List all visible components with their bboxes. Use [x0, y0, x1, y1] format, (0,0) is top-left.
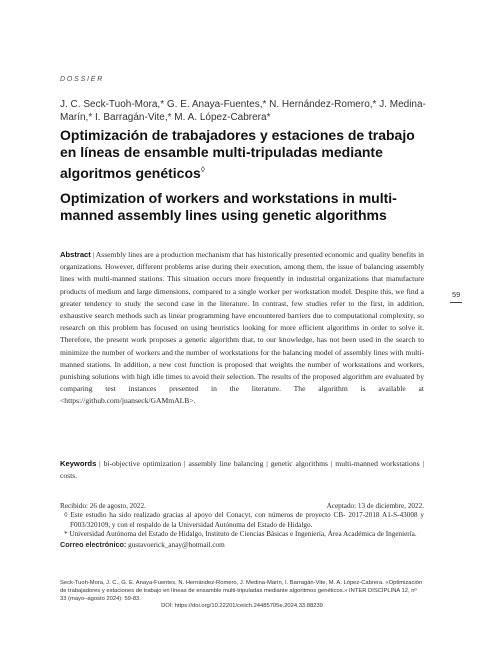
abstract-paragraph [60, 249, 424, 408]
abstract-separator: | [90, 250, 96, 259]
submission-dates [60, 502, 424, 511]
affiliation-text: Universidad Autónoma del Estado de Hidalgo, Instituto de Ciencias Básicas e Ingeniería, Área Académica de Ingeniería. [69, 530, 417, 539]
page-number: 59 [452, 290, 461, 299]
section-label: DOSSIER [60, 76, 105, 83]
affiliation-footnote [60, 530, 424, 539]
keywords-separator: | [96, 459, 104, 468]
keywords-paragraph [60, 458, 424, 482]
citation-block: Seck-Tuoh-Mora, J. C., G. E. Anaya-Fuentes, N. Hernández-Romero, J. Medina-Marín, I. Barragán-Vite, M. A. López-Cabrera. «Optimización de trabajadores y estaciones de trabajo en líneas de ensamble multi-tripuladas mediante algoritmos genéticos.» INTER DISCIPLINA 12, nº 33 (mayo–agosto 2024): 59-83. [60, 580, 423, 602]
abstract-label: Abstract [60, 250, 91, 259]
doi-link[interactable]: DOI: https://doi.org/10.22201/ceiich.24485705e.2024.33.88239 [161, 603, 323, 609]
author-list: J. C. Seck-Tuoh-Mora,* G. E. Anaya-Fuentes,* N. Hernández-Romero,* J. Medina-Marín,* I. Barragán-Vite,* M. A. López-Cabrera* [60, 99, 426, 123]
funding-text: Este estudio ha sido realizado gracias al apoyo del Conacyt, con números de proyecto CB- 2017-2018 A1-S-43008 y F003/320109, y con el respaldo de la Universidad Autónoma del Estado de Hidalgo. [70, 511, 424, 529]
email-address[interactable]: gustavoerick_anay@hotmail.com [128, 540, 225, 549]
accepted-date: Aceptado: 13 de diciembre, 2022. [326, 502, 424, 510]
funding-mark: ◊ [64, 511, 68, 520]
title-es-text: Optimización de trabajadores y estaciones de trabajo en líneas de ensamble multi-tripuladas mediante algoritmos genéticos [60, 127, 415, 181]
email-label: Correo electrónico: [60, 539, 127, 549]
keywords-label: Keywords [60, 459, 97, 468]
page-number-rule [450, 302, 462, 303]
article-title-spanish [60, 127, 420, 182]
article-title-english: Optimization of workers and workstations in multi-manned assembly lines using genetic algorithms [60, 190, 397, 223]
abstract-text: Assembly lines are a production mechanism that has historically presented economic and quality benefits in organizations. However, different problems arise during their execution, among them, the issue of balancing assembly lines with multi-manned stations. This situation occurs more frequently in industrial organizations that manufacture products of medium and large dimensions, compared to a single worker per workstation model. Despite this, we find a greater tendency to study the second case in the literature. In contrast, few studies refer to the first, in addition, exhaustive search methods such as linear programming have encountered barriers due to computational complexity, so research on this problem has focused on using heuristics looking for more efficient algorithms in order to solve it. Therefore, the present work proposes a genetic algorithm that, to our knowledge, has not been used in the search to minimize the number of workers and the number of workstations for the balancing model of assembly lines with multi-manned stations. In addition, a new cost function is proposed that weights the number of workstations and workers, punishing solutions with high idle times to avoid their selection. The results of the proposed algorithm are evaluated by comparing test instances presented in the literature. The algorithm is available at <https://github.com/juanseck/GAMmALB>. [60, 250, 424, 406]
title-footnote-mark: ◊ [200, 165, 205, 174]
affiliation-mark: * [64, 530, 68, 539]
funding-footnote [60, 511, 424, 530]
received-date: Recibido: 26 de agosto, 2022. [60, 502, 146, 510]
footnotes [60, 502, 424, 550]
email-line [60, 540, 424, 550]
keywords-text: bi-objective optimization | assembly line balancing | genetic algorithms | multi-manned workstations | costs. [60, 459, 424, 481]
